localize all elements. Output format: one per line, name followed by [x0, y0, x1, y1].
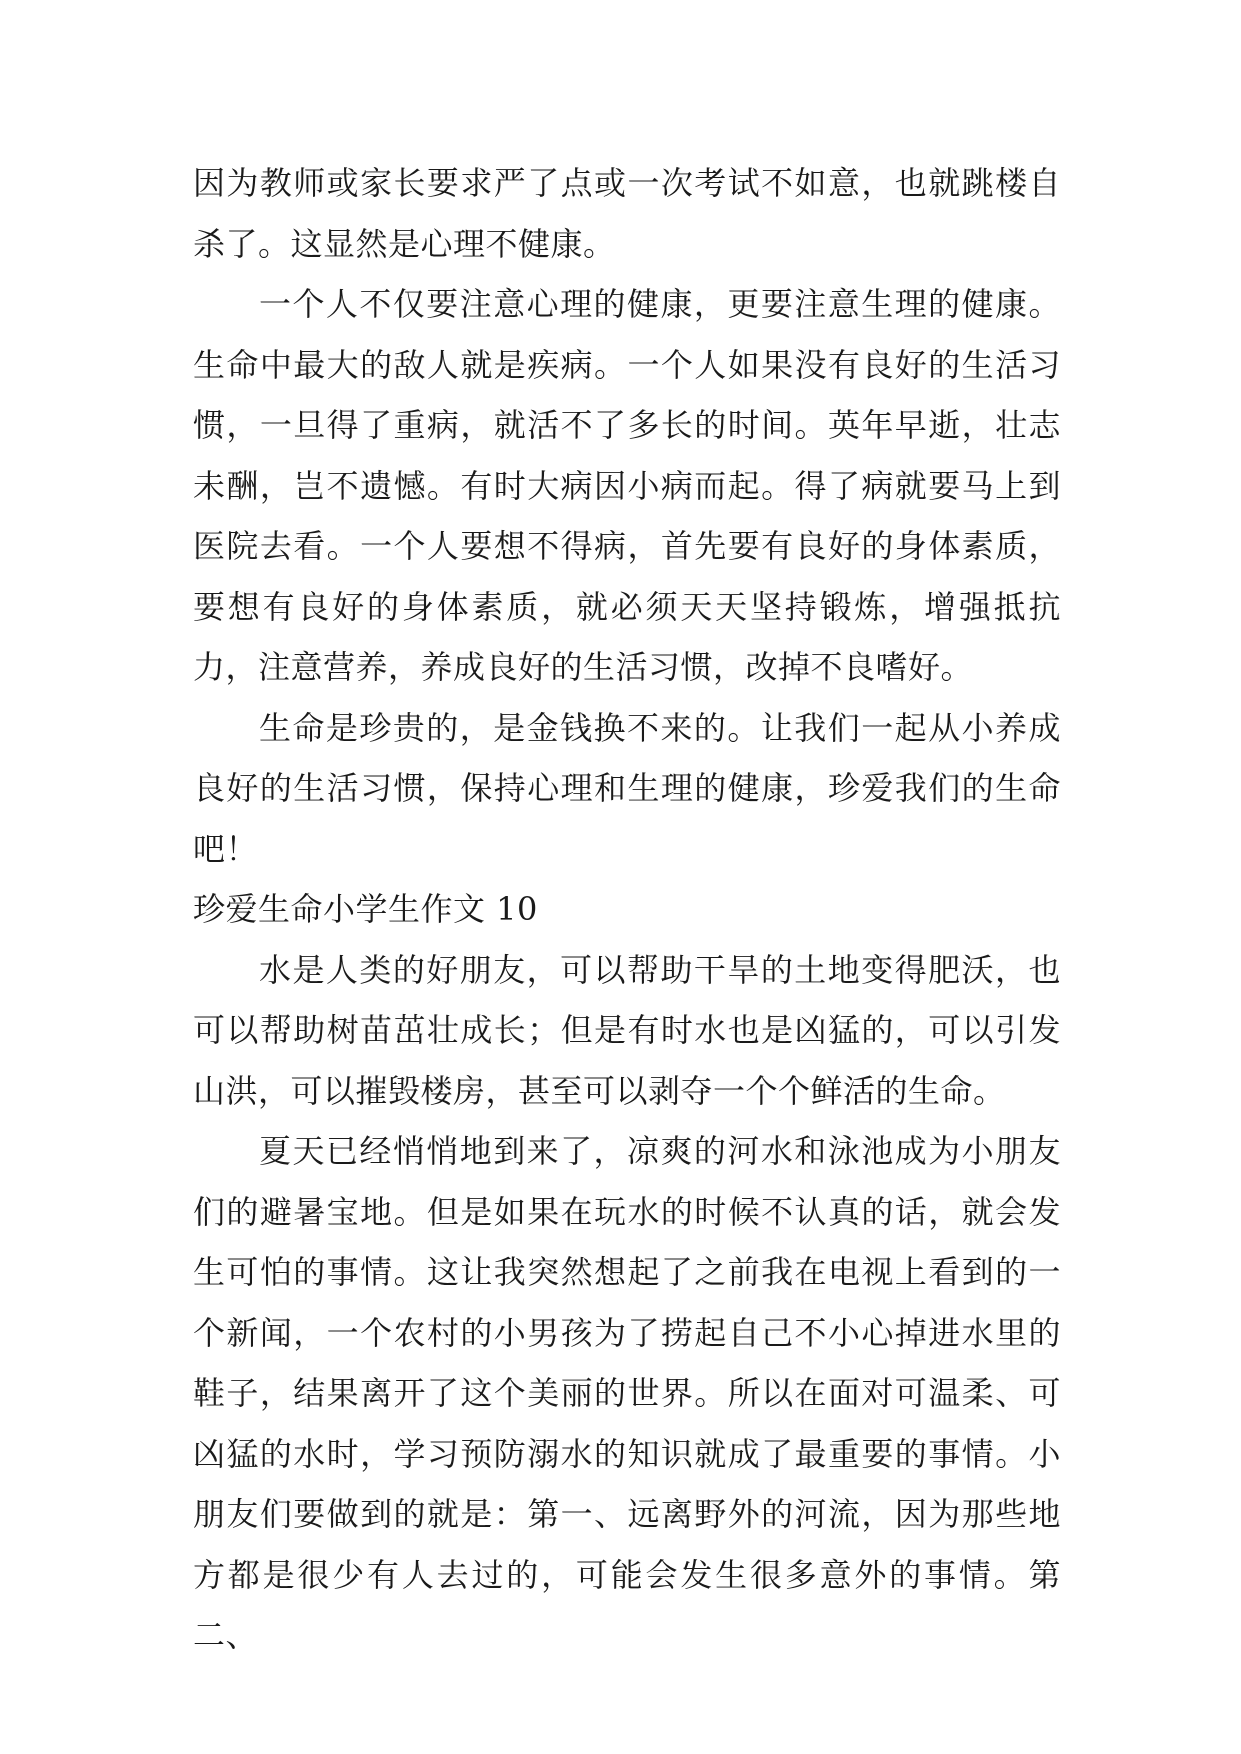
paragraph-summer: 夏天已经悄悄地到来了，凉爽的河水和泳池成为小朋友们的避暑宝地。但是如果在玩水的时候不认真的话，就会发生可怕的事情。这让我突然想起了之前我在电视上看到的一个新闻，一个农村的小男孩为了捞起自己不小心掉进水里的鞋子，结果离开了这个美丽的世界。所以在面对可温柔、可凶猛的水时，学习预防溺水的知识就成了最重要的事情。小朋友们要做到的就是：第一、远离野外的河流，因为那些地方都是很少有人去过的，可能会发生很多意外的事情。第二、: [193, 1132, 1061, 1654]
section-title: 珍爱生命小学生作文 10: [193, 890, 538, 928]
document-body: [193, 153, 1061, 1666]
paragraph-water-intro: 水是人类的好朋友，可以帮助干旱的土地变得肥沃，也可以帮助树苗茁壮成长；但是有时水也是凶猛的，可以引发山洪，可以摧毁楼房，甚至可以剥夺一个个鲜活的生命。: [193, 950, 1061, 1110]
paragraph-health: 一个人不仅要注意心理的健康，更要注意生理的健康。生命中最大的敌人就是疾病。一个人如果没有良好的生活习惯，一旦得了重病，就活不了多长的时间。英年早逝，壮志未酬，岂不遗憾。有时大病因小病而起。得了病就要马上到医院去看。一个人要想不得病，首先要有良好的身体素质，要想有良好的身体素质，就必须天天坚持锻炼，增强抵抗力，注意营养，养成良好的生活习惯，改掉不良嗜好。: [193, 285, 1061, 686]
paragraph-continuation: 因为教师或家长要求严了点或一次考试不如意，也就跳楼自杀了。这显然是心理不健康。: [193, 164, 1061, 263]
paragraph-conclusion: 生命是珍贵的，是金钱换不来的。让我们一起从小养成良好的生活习惯，保持心理和生理的健康，珍爱我们的生命吧！: [193, 708, 1061, 868]
